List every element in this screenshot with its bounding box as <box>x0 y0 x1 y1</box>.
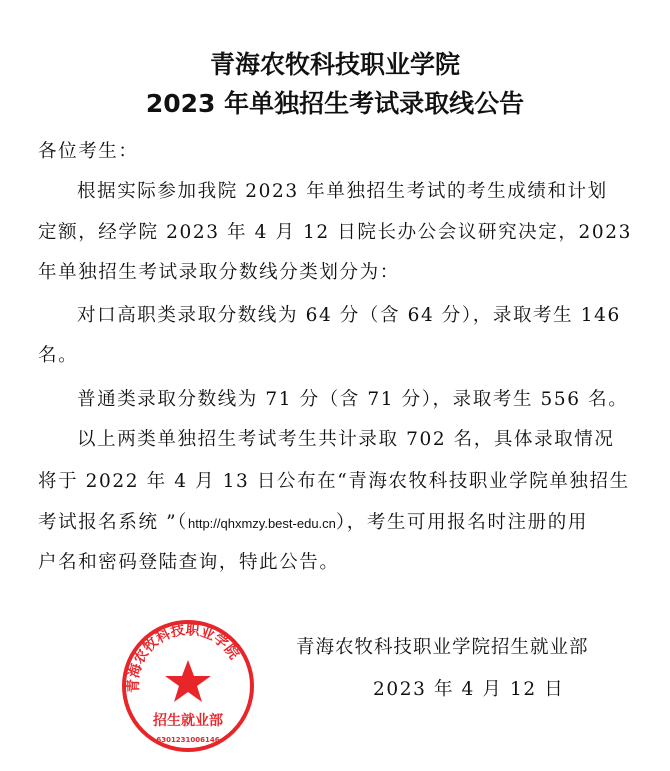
official-seal <box>120 618 256 754</box>
registration-url[interactable]: http://qhxmzy.best-edu.cn <box>188 516 336 531</box>
seal-center-text: 招生就业部 <box>153 713 223 729</box>
star-icon <box>165 660 211 702</box>
body-line: 根据实际参加我院 2023 年单独招生考试的考生成绩和计划 <box>77 181 608 202</box>
body-text: ），考生可用报名时注册的用 <box>335 512 588 533</box>
body-line: 年单独招生考试录取分数线分类划分为： <box>38 262 400 283</box>
body-line: 将于 2022 年 4 月 13 日公布在“青海农牧科技职业学院单独招生 <box>38 471 630 492</box>
title-line-2: 2023 年单独招生考试录取线公告 <box>145 89 525 118</box>
seal-code: 6301231006146 <box>156 736 220 744</box>
body-line: 户名和密码登陆查询，特此公告。 <box>38 552 340 573</box>
body-line: 对口高职类录取分数线为 64 分（含 64 分），录取考生 146 <box>77 305 621 326</box>
title-line-1: 青海农牧科技职业学院 <box>209 50 460 79</box>
body-line: 名。 <box>38 345 79 366</box>
signature-date: 2023 年 4 月 12 日 <box>373 679 565 700</box>
signature-org: 青海农牧科技职业学院招生就业部 <box>296 637 589 658</box>
body-line: 普通类录取分数线为 71 分（含 71 分），录取考生 556 名。 <box>77 389 629 410</box>
body-text: 考试报名系统 ”（ <box>38 512 188 533</box>
body-line: 以上两类单独招生考试考生共计录取 702 名，具体录取情况 <box>77 429 615 450</box>
salutation: 各位考生： <box>38 141 139 162</box>
body-line: 定额，经学院 2023 年 4 月 12 日院长办公会议研究决定，2023 <box>38 222 632 243</box>
seal-arc-text: 青海农牧科技职业学院 <box>125 622 242 694</box>
body-line <box>38 511 588 536</box>
